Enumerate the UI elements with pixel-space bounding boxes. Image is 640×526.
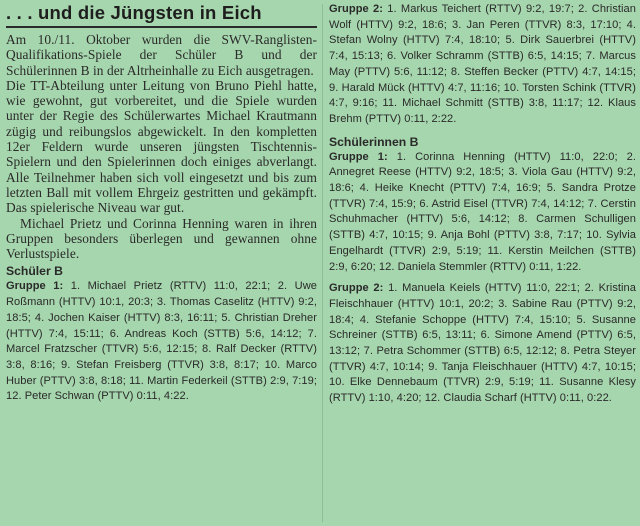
results-schueler-b-gruppe-2 xyxy=(329,2,636,128)
paragraph-winners: Michael Prietz und Corinna Henning waren in ihren Gruppen besonders überlegen und gewannen ohne Verlustspiele. xyxy=(6,215,317,262)
article-title: . . . und die Jüngsten in Eich xyxy=(6,2,262,23)
column-divider xyxy=(322,4,323,522)
results-schuelerinnen-b-gruppe-1 xyxy=(329,150,636,276)
right-column xyxy=(329,0,636,407)
results-schueler-b-gruppe-1 xyxy=(6,279,317,405)
group-label: Gruppe 2: xyxy=(329,282,384,295)
group-results: 1. Corinna Henning (HTTV) 11:0, 22:0; 2. Annegret Reese (HTTV) 9:2, 18:5; 3. Viola Gau (HTTV) 9:2, 18:6; 4. Heike Knecht (PTTV) 7:4, 16:9; 5. Sandra Protze (TTVR) 7:4, 15:9; 6. Astrid Eisel (TTVR) 7:4, 14:12; 7. Cerstin Schuhmacher (HTTV) 5:6, 14:12; 8. Carmen Schulligen (STTB) 4:7, 10:15; 9. Anja Bohl (PTTV) 3:8, 7:17; 10. Sylvia Engelhardt (TTVR) 2:9, 5:19; 11. Kerstin Meilchen (STTB) 2:9, 6:20; 12. Daniela Stemmler (RTTV) 0:11, 1:22. xyxy=(329,150,636,273)
group-label: Gruppe 1: xyxy=(6,280,64,293)
group-results: 1. Manuela Keiels (HTTV) 11:0, 22:1; 2. Kristina Fleischhauer (HTTV) 10:1, 20:2; 3. Sabine Rau (PTTV) 9:2, 18:4; 4. Stefanie Schoppe (HTTV) 7:4, 15:10; 5. Susanne Schreiner (STTB) 6:5, 13:11; 6. Simone Amend (PTTV) 6:5, 13:12; 7. Petra Schommer (STTB) 6:5, 12:12; 8. Petra Steyer (TTVR) 4:7, 10:14; 9. Tanja Fleischhauer (HTTV) 4:7, 10:15; 10. Elke Dennebaum (TTVR) 2:9, 5:19; 11. Susanne Klesy (RTTV) 1:10, 4:20; 12. Claudia Scharf (HTTV) 0:11, 0:22. xyxy=(329,282,636,405)
article-body xyxy=(6,32,317,261)
section-heading-schueler-b: Schüler B xyxy=(6,264,63,279)
title-rule xyxy=(6,26,317,28)
paragraph-organisation: Die TT-Abteilung unter Leitung von Bruno Piehl hatte, wie gewohnt, gut vorbereitet, und die Spiele wurden unter der Regie des Schülerwartes Michael Krautmann zügig und reibungslos abgewickelt. In den kompletten 12er Feldern wurde unseren jüngsten Tischtennis-Spielern und den Spielerinnen doch einiges abverlangt. Alle Teilnehmer haben sich voll eingesetzt und bis zum letzten Ball mit vollem Ehrgeiz gestritten und gekämpft. Das spielerische Niveau war gut. xyxy=(6,77,317,216)
group-label: Gruppe 2: xyxy=(329,3,383,15)
section-heading-schuelerinnen-b: Schülerinnen B xyxy=(329,134,419,149)
left-column xyxy=(6,0,317,405)
group-label: Gruppe 1: xyxy=(329,150,388,163)
results-schuelerinnen-b-gruppe-2 xyxy=(329,281,636,407)
paragraph-intro: Am 10./11. Oktober wurden die SWV-Ranglisten-Qualifikations-Spiele der Schüler B und der Schülerinnen B in der Altrheinhalle zu Eich ausgetragen. xyxy=(6,32,317,78)
group-results: 1. Markus Teichert (RTTV) 9:2, 19:7; 2. Christian Wolf (HTTV) 9:2, 18:6; 3. Jan Peren (TTVR) 8:3, 17:10; 4. Stefan Wolny (HTTV) 7:4, 18:10; 5. Dirk Sauerbrei (HTTV) 7:4, 15:13; 6. Volker Schramm (STTB) 6:5, 14:15; 7. Marcus May (PTTV) 5:6, 11:12; 8. Steffen Becker (PTTV) 4:7, 14:15; 9. Harald Mück (HTTV) 4:7, 11:16; 10. Torsten Schink (TTVR) 4:7, 9:16; 11. Michael Schmitt (STTB) 3:8, 11:17; 12. Klaus Brehm (PTTV) 0:11, 2:22. xyxy=(329,3,636,125)
group-results: 1. Michael Prietz (RTTV) 11:0, 22:1; 2. Uwe Roßmann (HTTV) 10:1, 20:3; 3. Thomas Caselitz (HTTV) 9:2, 18:5; 4. Jochen Kaiser (HTTV) 8:3, 16:11; 5. Christian Dreher (HTTV) 7:4, 15:11; 6. Andreas Koch (STTB) 5:6, 14:12; 7. Marcel Fratzscher (TTVR) 5:6, 12:15; 8. Ralf Decker (RTTV) 3:8, 8:16; 9. Stefan Freisberg (TTVR) 3:8, 8:17; 10. Marco Huber (PTTV) 3:8, 8:18; 11. Martin Federkeil (STTB) 2:9, 7:19; 12. Peter Schwan (PTTV) 0:11, 4:22. xyxy=(6,280,318,403)
